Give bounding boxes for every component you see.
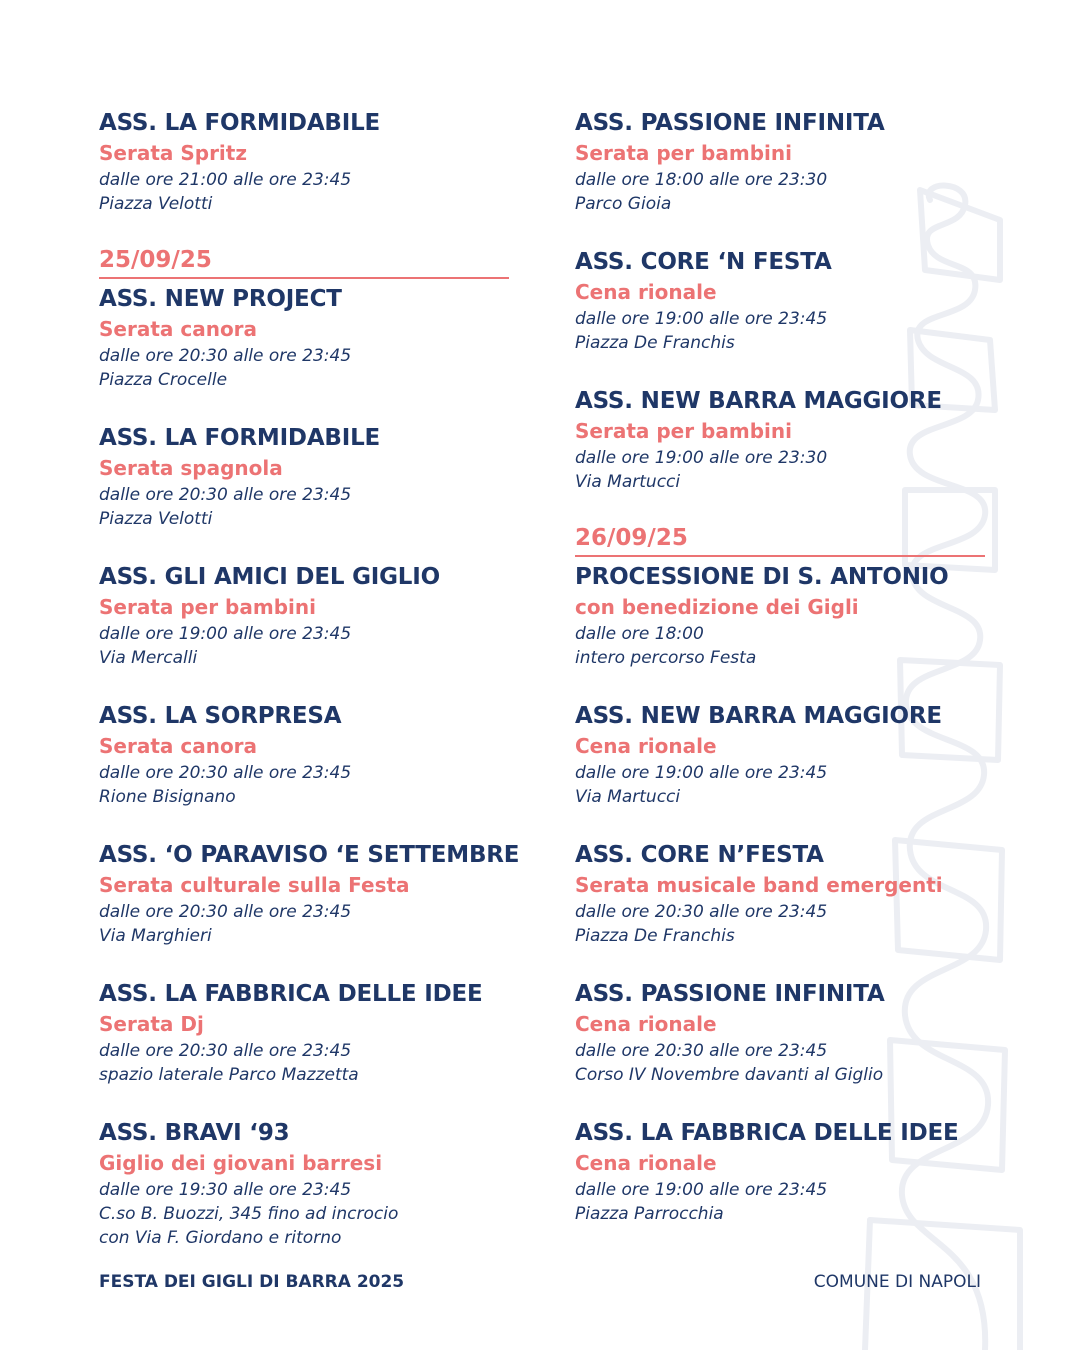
event-time: dalle ore 20:30 alle ore 23:45 xyxy=(99,1041,352,1061)
event-entry xyxy=(575,247,985,355)
event-organizer: ASS. LA SORPRESA xyxy=(99,703,342,729)
event-organizer: ASS. ‘O PARAVISO ‘E SETTEMBRE xyxy=(99,842,520,868)
event-entry xyxy=(575,840,985,948)
event-type: Serata culturale sulla Festa xyxy=(99,873,410,897)
event-location: con Via F. Giordano e ritorno xyxy=(99,1228,342,1248)
event-time: dalle ore 20:30 alle ore 23:45 xyxy=(99,902,352,922)
event-location: Piazza Parrocchia xyxy=(575,1204,724,1224)
event-time: dalle ore 19:00 alle ore 23:30 xyxy=(575,448,828,468)
event-time: dalle ore 19:30 alle ore 23:45 xyxy=(99,1180,352,1200)
footer-event-title: FESTA DEI GIGLI DI BARRA 2025 xyxy=(99,1272,405,1292)
event-type: Serata canora xyxy=(99,317,258,341)
event-organizer: ASS. PASSIONE INFINITA xyxy=(575,110,885,136)
right-column xyxy=(575,108,985,1257)
event-entry xyxy=(575,1118,985,1226)
event-location: Via Martucci xyxy=(575,787,681,807)
event-organizer: ASS. NEW BARRA MAGGIORE xyxy=(575,388,942,414)
event-time: dalle ore 19:00 alle ore 23:45 xyxy=(575,309,828,329)
event-entry xyxy=(99,423,509,531)
event-organizer: PROCESSIONE DI S. ANTONIO xyxy=(575,564,949,590)
event-entry xyxy=(99,108,509,216)
event-time: dalle ore 19:00 alle ore 23:45 xyxy=(575,763,828,783)
event-time: dalle ore 20:30 alle ore 23:45 xyxy=(99,485,352,505)
event-time: dalle ore 18:00 alle ore 23:30 xyxy=(575,170,828,190)
event-organizer: ASS. NEW BARRA MAGGIORE xyxy=(575,703,942,729)
event-location: C.so B. Buozzi, 345 fino ad incrocio xyxy=(99,1204,399,1224)
event-time: dalle ore 18:00 xyxy=(575,624,704,644)
date-heading: 25/09/25 xyxy=(99,245,509,279)
event-entry xyxy=(575,979,985,1087)
event-organizer: ASS. LA FABBRICA DELLE IDEE xyxy=(575,1120,959,1146)
event-entry xyxy=(99,840,520,948)
event-type: Cena rionale xyxy=(575,734,717,758)
footer-organizer: COMUNE DI NAPOLI xyxy=(813,1272,981,1292)
event-organizer: ASS. PASSIONE INFINITA xyxy=(575,981,885,1007)
event-location: Via Mercalli xyxy=(99,648,198,668)
event-time: dalle ore 21:00 alle ore 23:45 xyxy=(99,170,352,190)
event-type: Giglio dei giovani barresi xyxy=(99,1151,383,1175)
event-entry xyxy=(575,108,985,216)
event-entry xyxy=(575,386,985,494)
event-type: Serata musicale band emergenti xyxy=(575,873,943,897)
event-location: Parco Gioia xyxy=(575,194,672,214)
event-entry xyxy=(99,701,509,809)
event-organizer: ASS. LA FABBRICA DELLE IDEE xyxy=(99,981,483,1007)
event-organizer: ASS. GLI AMICI DEL GIGLIO xyxy=(99,564,440,590)
event-organizer: ASS. CORE ‘N FESTA xyxy=(575,249,832,275)
event-entry xyxy=(575,701,985,809)
event-organizer: ASS. CORE N’FESTA xyxy=(575,842,824,868)
event-location: Rione Bisignano xyxy=(99,787,236,807)
event-time: dalle ore 20:30 alle ore 23:45 xyxy=(99,763,352,783)
event-type: Serata per bambini xyxy=(99,595,316,619)
event-type: Serata per bambini xyxy=(575,141,792,165)
event-location: Piazza Velotti xyxy=(99,194,213,214)
event-location: intero percorso Festa xyxy=(575,648,757,668)
event-type: Serata canora xyxy=(99,734,258,758)
event-type: Cena rionale xyxy=(575,1151,717,1175)
event-time: dalle ore 20:30 alle ore 23:45 xyxy=(99,346,352,366)
event-entry xyxy=(99,284,509,392)
event-entry xyxy=(99,979,509,1087)
left-column xyxy=(99,108,520,1281)
event-time: dalle ore 19:00 alle ore 23:45 xyxy=(575,1180,828,1200)
event-type: Serata Dj xyxy=(99,1012,204,1036)
event-time: dalle ore 20:30 alle ore 23:45 xyxy=(575,1041,828,1061)
event-location: Piazza Velotti xyxy=(99,509,213,529)
event-location: spazio laterale Parco Mazzetta xyxy=(99,1065,359,1085)
event-type: Cena rionale xyxy=(575,1012,717,1036)
date-heading: 26/09/25 xyxy=(575,523,985,557)
event-organizer: ASS. NEW PROJECT xyxy=(99,286,342,312)
event-location: Via Marghieri xyxy=(99,926,212,946)
event-time: dalle ore 19:00 alle ore 23:45 xyxy=(99,624,352,644)
event-location: Via Martucci xyxy=(575,472,681,492)
event-type: Serata spagnola xyxy=(99,456,283,480)
event-location: Corso IV Novembre davanti al Giglio xyxy=(575,1065,884,1085)
event-organizer: ASS. BRAVI ‘93 xyxy=(99,1120,290,1146)
event-organizer: ASS. LA FORMIDABILE xyxy=(99,110,381,136)
event-type: Serata per bambini xyxy=(575,419,792,443)
event-entry xyxy=(99,1118,509,1250)
event-type: Serata Spritz xyxy=(99,141,247,165)
event-location: Piazza De Franchis xyxy=(575,926,735,946)
event-entry xyxy=(99,562,509,670)
event-time: dalle ore 20:30 alle ore 23:45 xyxy=(575,902,828,922)
event-location: Piazza Crocelle xyxy=(99,370,228,390)
event-type: Cena rionale xyxy=(575,280,717,304)
event-type: con benedizione dei Gigli xyxy=(575,595,859,619)
event-location: Piazza De Franchis xyxy=(575,333,735,353)
event-entry xyxy=(575,562,985,670)
event-organizer: ASS. LA FORMIDABILE xyxy=(99,425,381,451)
